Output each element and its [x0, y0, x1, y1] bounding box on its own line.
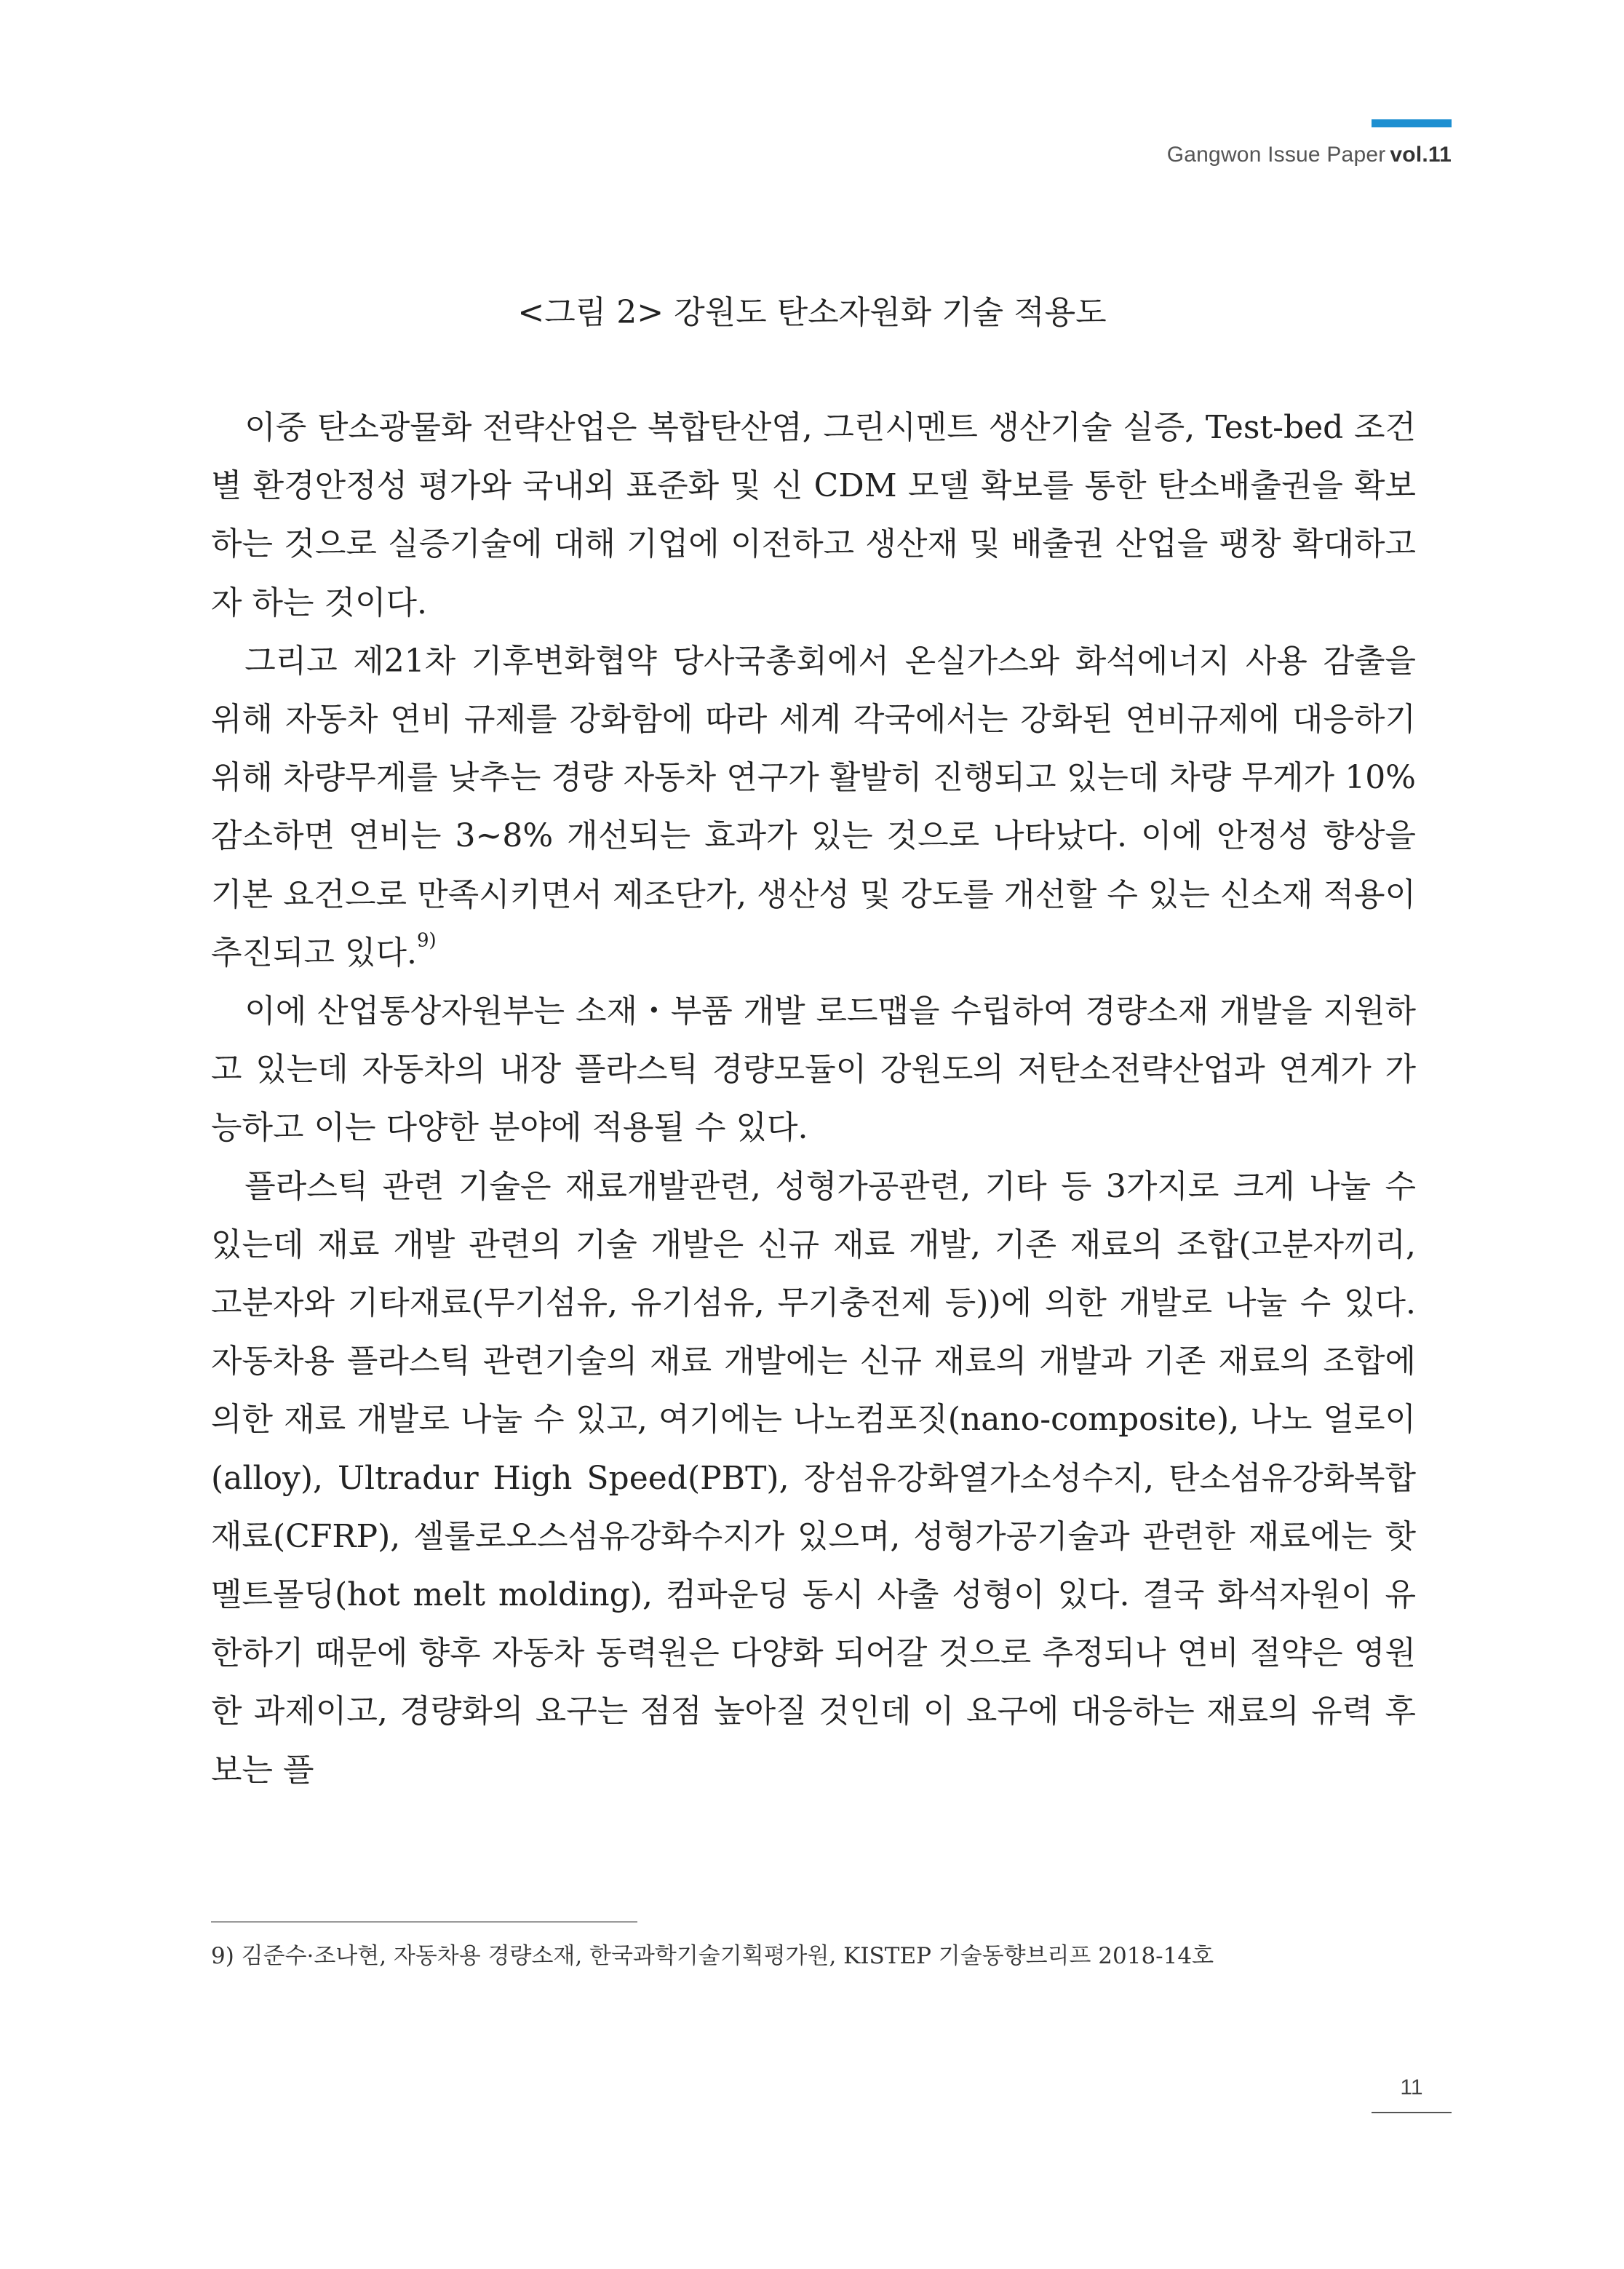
paragraph-4: 플라스틱 관련 기술은 재료개발관련, 성형가공관련, 기타 등 3가지로 크게 나눌 수 있는데 재료 개발 관련의 기술 개발은 신규 재료 개발, 기존 재료의 조합(고분자끼리, 고분자와 기타재료(무기섬유, 유기섬유, 무기충전제 등))에 의한 개발로 나눌 수 있다. 자동차용 플라스틱 관련기술의 재료 개발에는 신규 재료의 개발과 기존 재료의 조합에 의한 재료 개발로 나눌 수 있고, 여기에는 나노컴포짓(nano-composite), 나노 얼로이(alloy), Ultradur High Speed(PBT), 장섬유강화열가소성수지, 탄소섬유강화복합재료(CFRP), 셀룰로오스섬유강화수지가 있으며, 성형가공기술과 관련한 재료에는 핫멜트몰딩(hot melt molding), 컴파운딩 동시 사출 성형이 있다. 결국 화석자원이 유한하기 때문에 향후 자동차 동력원은 다양화 되어갈 것으로 추정되나 연비 절약은 영원한 과제이고, 경량화의 요구는 점점 높아질 것인데 이 요구에 대응하는 재료의 유력 후보는 플 [211, 1167, 1416, 1789]
footnote-divider [211, 1921, 637, 1923]
page-number: 11 [1400, 2075, 1423, 2099]
volume-label: vol.11 [1390, 143, 1452, 167]
header-accent-bar [1372, 119, 1452, 127]
page-number-rule [1372, 2112, 1452, 2113]
paragraph-3: 이에 산업통상자원부는 소재・부품 개발 로드맵을 수립하여 경량소재 개발을 지원하고 있는데 자동차의 내장 플라스틱 경량모듈이 강원도의 저탄소전략산업과 연계가 가능하고 이는 다양한 분야에 적용될 수 있다. [211, 993, 1416, 1147]
body-text [211, 399, 1416, 1800]
figure-caption: <그림 2> 강원도 탄소자원화 기술 적용도 [517, 294, 1107, 331]
footnote-reference[interactable]: 9) [417, 929, 437, 952]
paragraph-1: 이중 탄소광물화 전략산업은 복합탄산염, 그린시멘트 생산기술 실증, Test-bed 조건별 환경안정성 평가와 국내외 표준화 및 신 CDM 모델 확보를 통한 탄소배출권을 확보하는 것으로 실증기술에 대해 기업에 이전하고 생산재 및 배출권 산업을 팽창 확대하고자 하는 것이다. [211, 409, 1416, 621]
paragraph-2-text: 그리고 제21차 기후변화협약 당사국총회에서 온실가스와 화석에너지 사용 감출을 위해 자동차 연비 규제를 강화함에 따라 세계 각국에서는 강화된 연비규제에 대응하기 위해 차량무게를 낮추는 경량 자동차 연구가 활발히 진행되고 있는데 차량 무게가 10% 감소하면 연비는 3~8% 개선되는 효과가 있는 것으로 나타났다. 이에 안정성 향상을 기본 요건으로 만족시키면서 제조단가, 생산성 및 강도를 개선할 수 있는 신소재 적용이 추진되고 있다. [211, 642, 1416, 971]
paragraph-2 [211, 632, 1416, 982]
running-header [1167, 143, 1452, 167]
footnote: 9) 김준수·조나현, 자동차용 경량소재, 한국과학기술기획평가원, KISTEP 기술동향브리프 2018-14호 [211, 1943, 1214, 1969]
publication-title: Gangwon Issue Paper [1166, 143, 1386, 167]
